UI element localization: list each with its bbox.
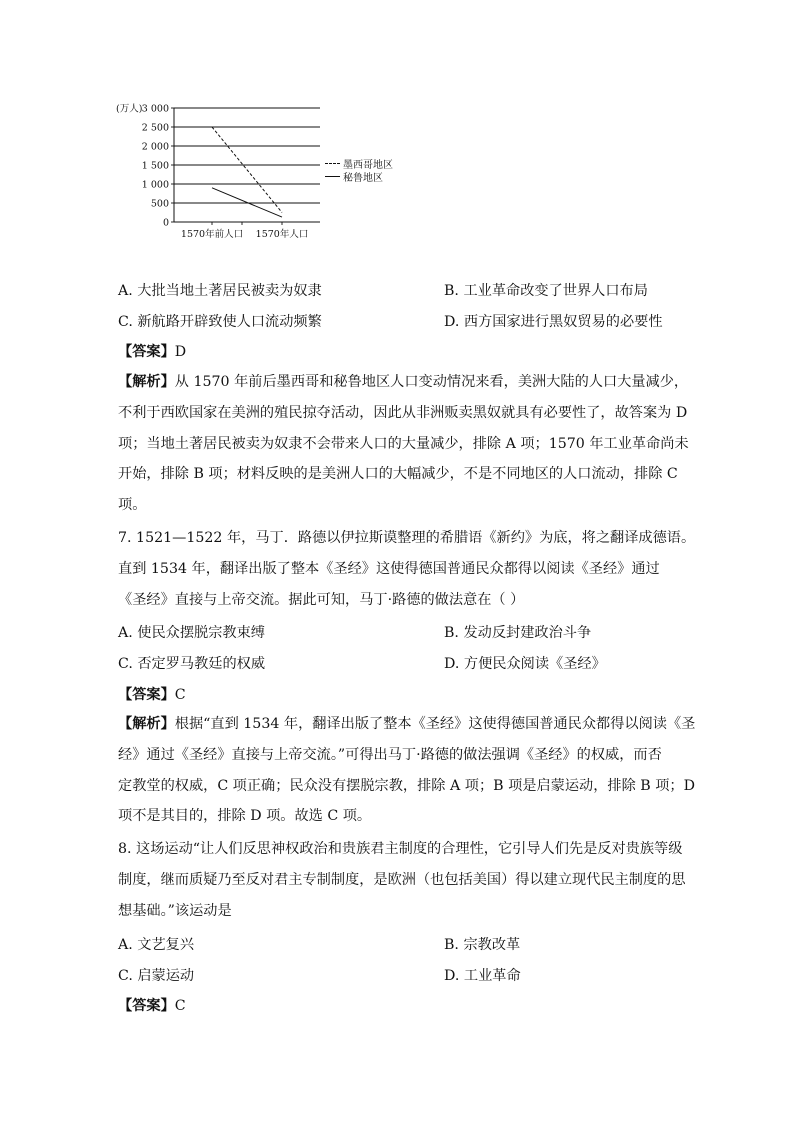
q6-analysis-line-4: 开始，排除 B 项；材料反映的是美洲人口的大幅减少，不是不同地区的人口流动，排除 C: [118, 466, 678, 483]
chart-legend: [325, 157, 393, 183]
q8-option-d[interactable]: D. 工业革命: [444, 968, 521, 984]
legend-label-mexico: 墨西哥地区: [343, 160, 393, 171]
q6-option-b[interactable]: B. 工业革命改变了世界人口布局: [444, 283, 648, 299]
y-tick-label-1500: 1 500: [141, 160, 169, 172]
q8-option-b[interactable]: B. 宗教改革: [444, 937, 521, 953]
q7-analysis: [118, 709, 696, 832]
q7-option-a[interactable]: A. 使民众摆脱宗教束缚: [118, 625, 265, 641]
q6-analysis-line-2: 不利于西欧国家在美洲的殖民掠夺活动，因此从非洲贩卖黑奴就具有必要性了，故答案为 D: [118, 404, 688, 421]
y-tick-label-500: 500: [150, 198, 169, 210]
q8-option-a[interactable]: A. 文艺复兴: [118, 937, 195, 953]
q7-analysis-line-2: 经》通过《圣经》直接与上帝交流。”可得出马丁·路德的做法强调《圣经》的权威，而否: [118, 746, 662, 763]
legend-item-peru: [325, 170, 393, 183]
q8-stem: [118, 834, 686, 926]
q6-option-d[interactable]: D. 西方国家进行黑奴贸易的必要性: [444, 314, 663, 330]
x-tick-label-0: 1570年前人口: [180, 229, 244, 240]
q6-analysis-line-5: 项。: [118, 497, 147, 514]
q8-option-c[interactable]: C. 启蒙运动: [118, 968, 195, 984]
q7-stem-line-3: 《圣经》直接与上帝交流。据此可知，马丁·路德的做法意在（ ）: [118, 591, 525, 608]
q6-option-c[interactable]: C. 新航路开辟致使人口流动频繁: [118, 314, 322, 330]
q6-analysis-label: 【解析】: [118, 374, 175, 390]
q7-stem-line-1: 7. 1521—1522 年，马丁．路德以伊拉斯谟整理的希腊语《新约》为底，将之翻译成德语。: [118, 530, 696, 546]
x-tick-label-1: 1570年人口: [255, 229, 309, 240]
series-line-0: [212, 127, 282, 213]
q8-answer-value: C: [174, 998, 186, 1014]
q7-analysis-line-4: 项不是其目的，排除 D 项。故选 C 项。: [118, 808, 372, 825]
q6-answer-value: D: [174, 344, 187, 360]
q8-stem-line-2: 制度，继而质疑乃至反对君主专制制度，是欧洲（也包括美国）得以建立现代民主制度的思: [118, 871, 686, 888]
q6-analysis: [118, 367, 689, 521]
q6-answer: [118, 341, 186, 361]
series-line-1: [212, 188, 282, 217]
q7-stem: [118, 523, 696, 615]
q8-options-row-1: [118, 934, 698, 956]
y-tick-label-3000: 3 000: [141, 103, 169, 115]
q6-answer-label: 【答案】: [118, 344, 175, 360]
q6-options-row-1: [118, 280, 698, 302]
y-tick-label-1000: 1 000: [141, 179, 169, 191]
q8-answer-label: 【答案】: [118, 998, 175, 1014]
q7-option-b[interactable]: B. 发动反封建政治斗争: [444, 625, 592, 641]
y-axis-label: (万人): [116, 103, 143, 115]
q8-options-row-2: [118, 965, 698, 987]
q7-answer: [118, 684, 186, 704]
legend-dashed-line-icon: [325, 163, 340, 164]
q7-options-row-1: [118, 622, 698, 644]
legend-solid-line-icon: [325, 176, 340, 177]
q6-analysis-line-3: 项；当地土著居民被卖为奴隶不会带来人口的大量减少，排除 A 项；1570 年工业革命尚未: [118, 435, 689, 452]
legend-label-peru: 秘鲁地区: [343, 173, 383, 184]
q7-answer-value: C: [174, 687, 186, 703]
q7-answer-label: 【答案】: [118, 687, 175, 703]
q7-options-row-2: [118, 653, 698, 675]
q7-stem-line-2: 直到 1534 年，翻译出版了整本《圣经》这使得德国普通民众都得以阅读《圣经》通过: [118, 560, 660, 577]
q8-stem-line-3: 想基础。”该运动是: [118, 902, 232, 919]
q7-option-c[interactable]: C. 否定罗马教廷的权威: [118, 656, 266, 672]
q7-analysis-line-1: 【解析】根据“直到 1534 年，翻译出版了整本《圣经》这使得德国普通民众都得以阅读《圣: [118, 716, 696, 732]
q7-option-d[interactable]: D. 方便民众阅读《圣经》: [444, 656, 606, 672]
q8-answer: [118, 995, 186, 1015]
q6-option-a[interactable]: A. 大批当地土著居民被卖为奴隶: [118, 283, 322, 299]
y-tick-label-2500: 2 500: [141, 122, 169, 134]
q7-analysis-line-3: 定教堂的权威，C 项正确；民众没有摆脱宗教，排除 A 项；B 项是启蒙运动，排除 B 项；D: [118, 777, 695, 794]
q7-analysis-label: 【解析】: [118, 716, 175, 732]
q6-analysis-line-1: 【解析】从 1570 年前后墨西哥和秘鲁地区人口变动情况来看，美洲大陆的人口大量减少，: [118, 374, 689, 390]
q6-options-row-2: [118, 311, 698, 333]
y-tick-label-0: 0: [162, 217, 169, 229]
y-tick-label-2000: 2 000: [141, 141, 169, 153]
q8-stem-line-1: 8. 这场运动“让人们反思神权政治和贵族君主制度的合理性，它引导人们先是反对贵族等级: [118, 841, 683, 857]
